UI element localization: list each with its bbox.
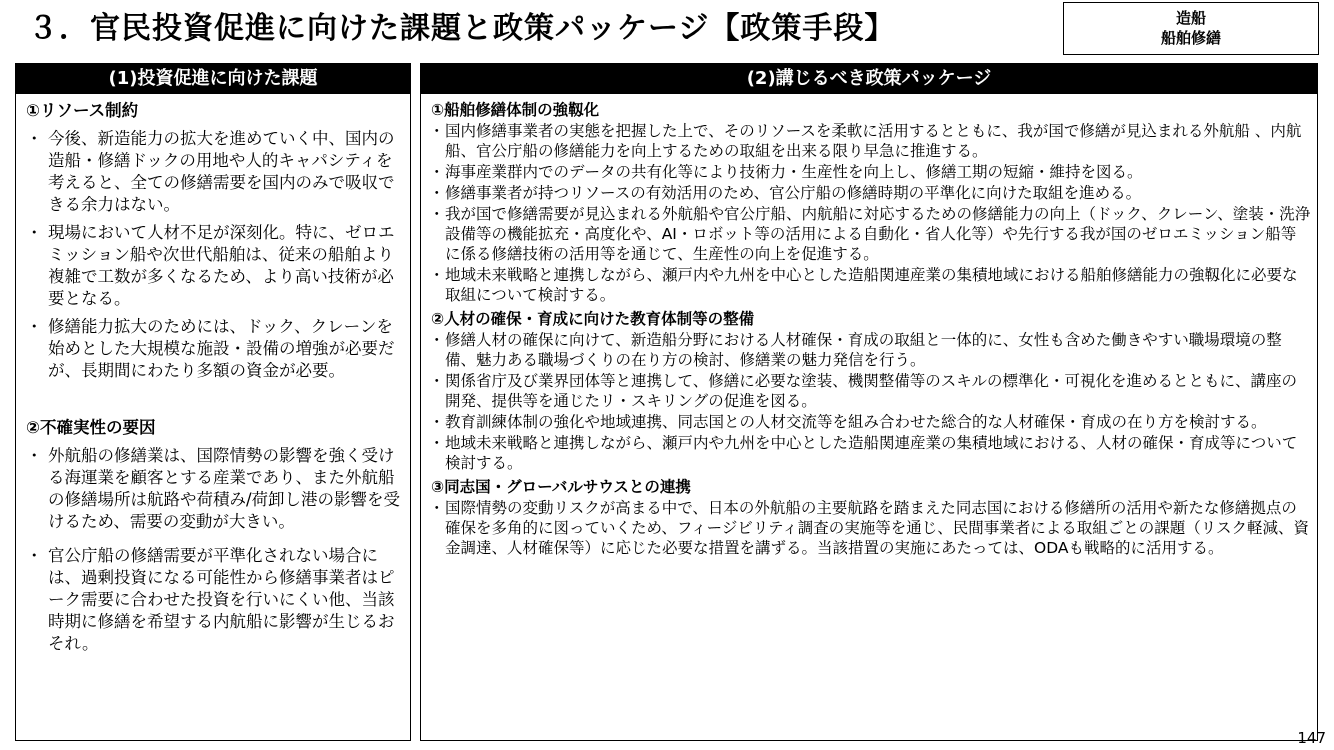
bullet-item: ・ 修繕人材の確保に向けて、新造船分野における人材確保・育成の取組と一体的に、女性も含めた働きやすい職場環境の整備、魅力ある職場づくりの在り方の検討、修繕業の魅力発信を行う。 <box>431 330 1311 370</box>
bullet-item: ・ 我が国で修繕需要が見込まれる外航船や官公庁船、内航船に対応するための修繕能力の向上（ドック、クレーン、塗装・洗浄設備等の機能拡充・高度化や、AI・ロボット等の活用による自動化・省人化等）や先行する我が国のゼロエミッション船等に係る修繕技術の活用等を通じて、生産性の向上を促進する。 <box>431 204 1311 264</box>
section-title: ①船舶修繕体制の強靱化 <box>431 101 600 119</box>
category-tag-line1: 造船 <box>1175 9 1206 27</box>
bullet-item: ・ 今後、新造能力の拡大を進めていく中、国内の造船・修繕ドックの用地や人的キャパシティを考えると、全ての修繕需要を国内のみで吸収できる余力はない。 <box>26 128 404 216</box>
bullet-list <box>26 128 404 382</box>
bullet-list <box>431 330 1311 473</box>
bullet-item: ・ 地域未来戦略と連携しながら、瀬戸内や九州を中心とした造船関連産業の集積地域における、人材の確保・育成等について検討する。 <box>431 433 1311 473</box>
bullet-list <box>431 498 1311 558</box>
bullet-item: ・ 教育訓練体制の強化や地域連携、同志国との人材交流等を組み合わせた総合的な人材確保・育成の在り方を検討する。 <box>431 412 1311 432</box>
section-title: ①リソース制約 <box>26 101 139 120</box>
section-title: ③同志国・グローバルサウスとの連携 <box>431 478 691 496</box>
policy-package-panel <box>420 63 1318 741</box>
section-title: ②不確実性の要因 <box>26 418 156 437</box>
bullet-item: ・ 官公庁船の修繕需要が平準化されない場合には、過剰投資になる可能性から修繕事業者はピーク需要に合わせた投資を行いにくい他、当該時期に修繕を希望する内航船に影響が生じるおそれ。 <box>26 545 404 655</box>
bullet-item: ・ 国際情勢の変動リスクが高まる中で、日本の外航船の主要航路を踏まえた同志国における修繕所の活用や新たな修繕拠点の確保を多角的に図っていくため、フィージビリティ調査の実施等を通じ、民間事業者による取組ごとの課題（リスク軽減、資金調達、人材確保等）に応じた必要な措置を講ずる。当該措置の実施にあたっては、ODAも戦略的に活用する。 <box>431 498 1311 558</box>
section-title: ②人材の確保・育成に向けた教育体制等の整備 <box>431 310 755 328</box>
category-tag <box>1063 2 1319 55</box>
challenges-panel <box>15 63 411 741</box>
category-tag-line2: 船舶修繕 <box>1160 29 1221 47</box>
page-number: 147 <box>1297 729 1326 747</box>
bullet-item: ・ 地域未来戦略と連携しながら、瀬戸内や九州を中心とした造船関連産業の集積地域における船舶修繕能力の強靱化に必要な取組について検討する。 <box>431 265 1311 305</box>
bullet-item: ・ 国内修繕事業者の実態を把握した上で、そのリソースを柔軟に活用するとともに、我が国で修繕が見込まれる外航船 、内航船、官公庁船の修繕能力を向上するための取組を出来る限り早急に推進する。 <box>431 121 1311 161</box>
bullet-list <box>431 121 1311 305</box>
bullet-item: ・ 修繕事業者が持つリソースの有効活用のため、官公庁船の修繕時期の平準化に向けた取組を進める。 <box>431 183 1311 203</box>
bullet-item: ・ 外航船の修繕業は、国際情勢の影響を強く受ける海運業を顧客とする産業であり、また外航船の修繕場所は航路や荷積み/荷卸し港の影響を受けるため、需要の変動が大きい。 <box>26 445 404 533</box>
bullet-item: ・ 現場において人材不足が深刻化。特に、ゼロエミッション船や次世代船舶は、従来の船舶より複雑で工数が多くなるため、より高い技術が必要となる。 <box>26 222 404 310</box>
bullet-list <box>26 445 404 655</box>
bullet-item: ・ 修繕能力拡大のためには、ドック、クレーンを始めとした大規模な施設・設備の増強が必要だが、長期間にわたり多額の資金が必要。 <box>26 316 404 382</box>
bullet-item: ・ 関係省庁及び業界団体等と連携して、修繕に必要な塗装、機関整備等のスキルの標準化・可視化を進めるとともに、講座の開発、提供等を通じたリ・スキリングの促進を図る。 <box>431 371 1311 411</box>
page-title: ３．官民投資促進に向けた課題と政策パッケージ【政策手段】 <box>28 11 896 46</box>
bullet-item: ・ 海事産業群内でのデータの共有化等により技術力・生産性を向上し、修繕工期の短縮・維持を図る。 <box>431 162 1311 182</box>
policy-package-panel-header: (2)講じるべき政策パッケージ <box>421 64 1317 94</box>
challenges-panel-header: (1)投資促進に向けた課題 <box>16 64 410 94</box>
